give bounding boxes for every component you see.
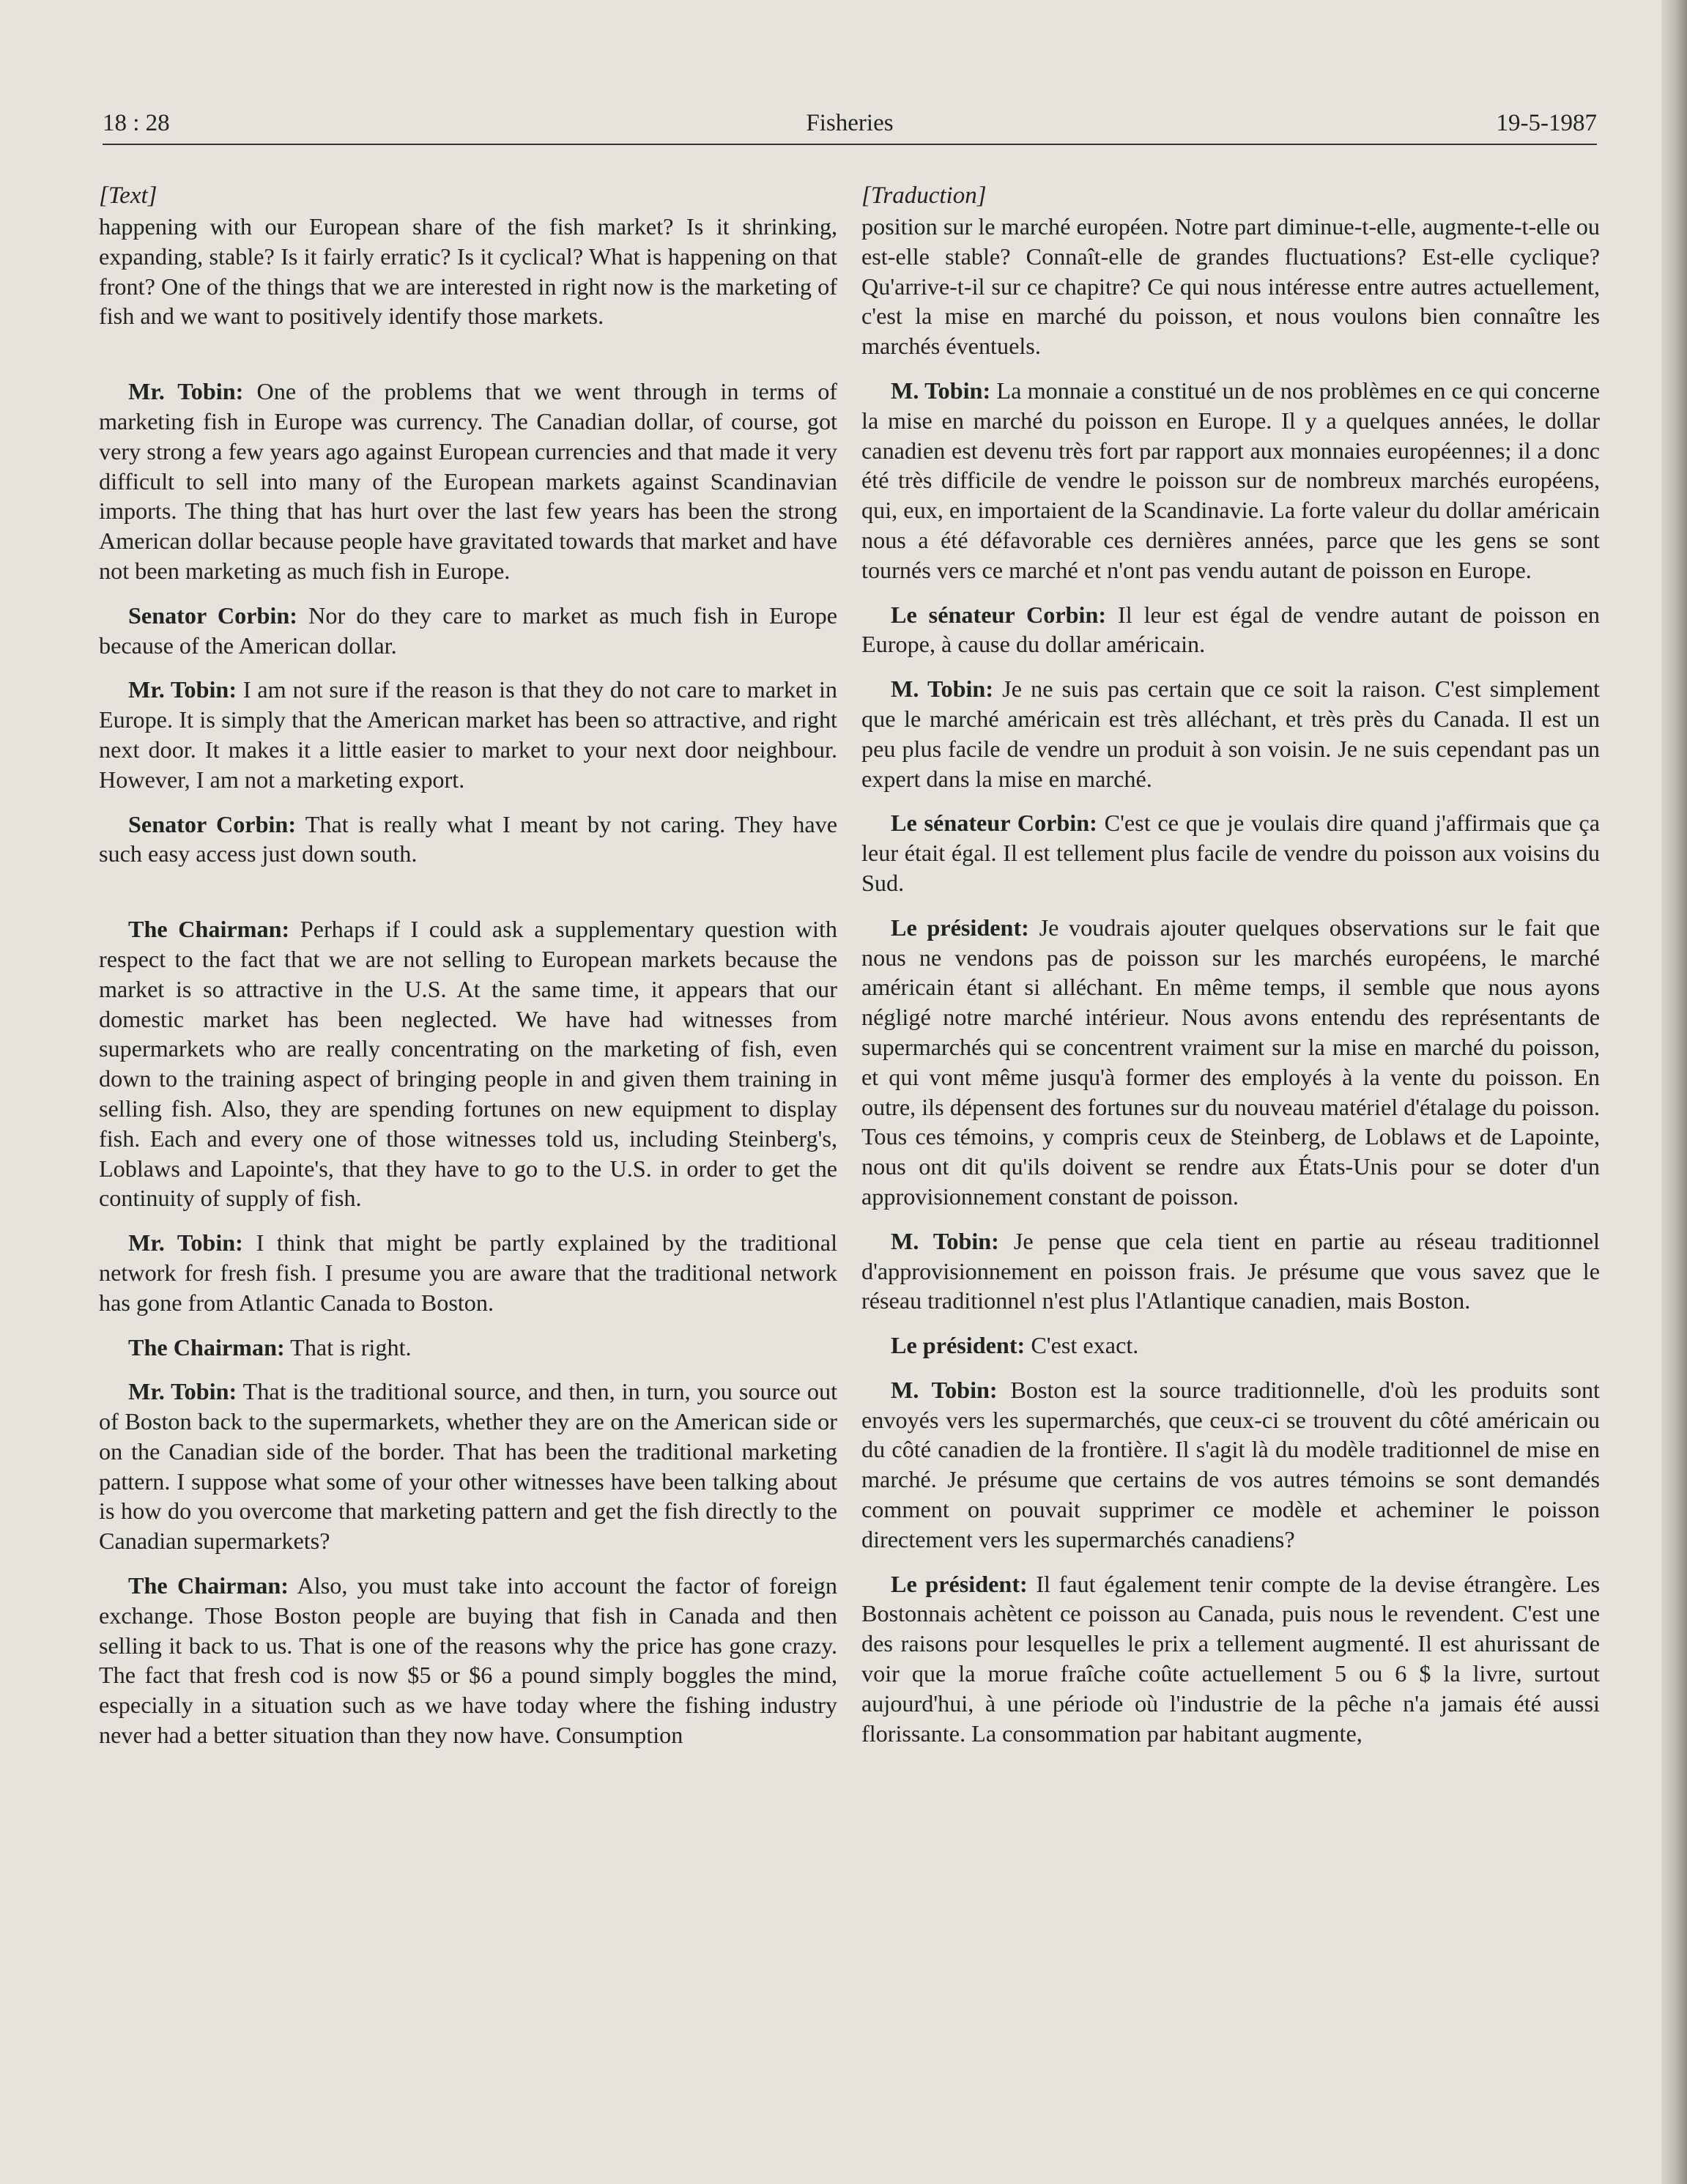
page-header (103, 103, 1597, 144)
paragraph-text: Also, you must take into account the factor of foreign exchange. Those Boston people are buying that fish in Canada and then selling it back to us. That is one of the reasons why the price has gone crazy. The fact that fresh cod is now $5 or $6 a pound simply boggles the mind, especially in a situation such as we have today where the fishing industry never had a better situation than they now have. Consumption (99, 1572, 837, 1749)
speaker-name: Le sénateur Corbin: (891, 810, 1097, 837)
paragraph (861, 212, 1600, 361)
page-number: 18 : 28 (103, 110, 170, 136)
paragraph-text: La monnaie a constitué un de nos problèmes en ce qui concerne la mise en marché du poisson en Europe. Il y a quelques années, le dollar canadien est devenu très fort par rapport aux monnaies européennes; il a donc été très difficile de vendre le poisson sur de nombreux marchés européens, qui, eux, en importaient de la Scandinavie. La forte valeur du dollar américain nous a été défavorable ces dernières années, parce que les gens se sont tournés vers ce marché et n'ont pas vendu autant de poisson en Europe. (861, 377, 1600, 583)
paragraph (99, 914, 837, 1213)
paragraph (99, 1333, 837, 1363)
speaker-name: Le président: (891, 914, 1029, 941)
speaker-name: Le président: (891, 1570, 1028, 1597)
running-title: Fisheries (806, 110, 894, 136)
paragraph-text: That is really what I meant by not caring. They have such easy access just down south. (99, 810, 837, 867)
speaker-name: M. Tobin: (891, 675, 994, 703)
french-column (861, 179, 1600, 2084)
paragraph-text: Perhaps if I could ask a supplementary question with respect to the fact that we are not selling to European markets because the market is so attractive in the U.S. At the same time, it appears that our domestic market has been neglected. We have had witnesses from supermarkets who are really concentrating on the marketing of fish, even down to the training aspect of bringing people in and given them training in selling fish. Also, they are spending fortunes on new equipment to display fish. Each and every one of those witnesses told us, including Steinberg's, Loblaws and Lapointe's, that they have to go to the U.S. in order to get the continuity of supply of fish. (99, 916, 837, 1212)
speaker-name: M. Tobin: (891, 377, 991, 404)
paragraph-text: C'est ce que je voulais dire quand j'affirmais que ça leur était égal. Il est tellement plus facile de vendre du poisson aux voisins du Sud. (861, 810, 1600, 896)
speaker-name: The Chairman: (128, 1333, 285, 1361)
paragraph-text: C'est exact. (1031, 1332, 1139, 1359)
speaker-name: The Chairman: (128, 916, 290, 943)
speaker-name: Le président: (891, 1332, 1026, 1359)
paragraph (861, 1375, 1600, 1555)
speaker-name: M. Tobin: (891, 1376, 998, 1403)
paragraph (861, 808, 1600, 897)
paragraph-text: That is the traditional source, and then, in turn, you source out of Boston back to the supermarkets, whether they are on the American side or on the Canadian side of the border. That has been the traditional marketing pattern. I suppose what some of your other witnesses have been talking about is how do you overcome that marketing pattern and get the fish directly to the Canadian supermarkets? (99, 1378, 837, 1555)
paragraph-text: Il leur est égal de vendre autant de poisson en Europe, à cause du dollar américain. (861, 601, 1600, 658)
column-label: [Traduction] (861, 182, 987, 209)
paragraph (99, 1228, 837, 1317)
speaker-name: Mr. Tobin: (128, 1229, 243, 1256)
paragraph-text: Je pense que cela tient en partie au réseau traditionnel d'approvisionnement en poisson frais. Je présume que vous savez que le réseau traditionnel n'est plus l'Atlantique canadien, mais Boston. (861, 1227, 1600, 1314)
english-column (99, 179, 837, 2084)
paragraph-text: That is right. (290, 1333, 412, 1361)
speaker-name: M. Tobin: (891, 1227, 999, 1254)
paragraph (861, 376, 1600, 585)
paragraph (861, 1330, 1600, 1361)
page-edge-shadow (1661, 0, 1687, 2184)
paragraph (99, 377, 837, 586)
paragraph-text: Je voudrais ajouter quelques observations sur le fait que nous ne vendons pas de poisson sur les marchés européens, le marché américain étant si alléchant. En même temps, il semble que nous ayons négligé notre marché intérieur. Nous avons entendu des représentants de supermarchés qui se concentrent vraiment sur la mise en marché du poisson, et qui vont même jusqu'à former des employés à la vente du poisson. En outre, ils dépensent des fortunes sur du nouveau matériel d'étalage du poisson. Tous ces témoins, y compris ceux de Steinberg, de Loblaws et de Lapointe, nous ont dit qu'ils doivent se rendre aux États-Unis pour se doter d'un approvisionnement constant de poisson. (861, 914, 1600, 1210)
speaker-name: Senator Corbin: (128, 601, 297, 629)
paragraph (861, 674, 1600, 793)
paragraph (99, 675, 837, 794)
column-label: [Text] (99, 182, 157, 209)
paragraph-text: Nor do they care to market as much fish in Europe because of the American dollar. (99, 601, 837, 659)
paragraph (99, 810, 837, 870)
paragraph (99, 212, 837, 331)
speaker-name: Mr. Tobin: (128, 378, 244, 405)
paragraph (861, 913, 1600, 1212)
paragraph-text: Boston est la source traditionnelle, d'où les produits sont envoyés vers les supermarchés, que ceux-ci se trouvent du côté américain ou du côté canadien de la frontière. Il s'agit là du modèle traditionnel de mise en marché. Je présume que certains de vos autres témoins se sont demandés comment on pouvait supprimer ce modèle et acheminer le poisson directement vers les supermarchés canadiens? (861, 1376, 1600, 1552)
paragraph (99, 1571, 837, 1750)
paragraph-text: happening with our European share of the fish market? Is it shrinking, expanding, stable? Is it fairly erratic? Is it cyclical? What is happening on that front? One of the things that we are interested in right now is the marketing of fish and we want to positively identify those markets. (99, 213, 837, 330)
paragraph (99, 1377, 837, 1556)
paragraph-text: I think that might be partly explained by the traditional network for fresh fish. I presume you are aware that the traditional network has gone from Atlantic Canada to Boston. (99, 1229, 837, 1316)
header-date: 19-5-1987 (1496, 110, 1597, 136)
paragraph (861, 1226, 1600, 1316)
speaker-name: Le sénateur Corbin: (891, 601, 1107, 628)
speaker-name: Mr. Tobin: (128, 676, 237, 703)
paragraph-text: Il faut également tenir compte de la devise étrangère. Les Bostonnais achètent ce poisson au Canada, puis nous le revendent. C'est une des raisons pour lesquelles le prix a tellement augmenté. Il est ahurissant de voir que la morue fraîche coûte actuellement 5 ou 6 $ la livre, surtout aujourd'hui, à une période où l'industrie de la pêche n'a jamais été aussi florissante. La consommation par habitant augmente, (861, 1570, 1600, 1747)
speaker-name: The Chairman: (128, 1572, 289, 1599)
paragraph (99, 601, 837, 661)
paragraph (861, 1569, 1600, 1749)
speaker-name: Mr. Tobin: (128, 1378, 237, 1405)
paragraph-text: position sur le marché européen. Notre part diminue-t-elle, augmente-t-elle ou est-elle stable? Connaît-elle de grandes fluctuations? Est-elle cyclique? Qu'arrive-t-il sur ce chapitre? Ce qui nous intéresse entre autres actuellement, c'est la mise en marché du poisson, et nous voulons bien connaître les marchés éventuels. (861, 213, 1600, 360)
header-rule (103, 144, 1597, 145)
paragraph-text: One of the problems that we went through in terms of marketing fish in Europe was currency. The Canadian dollar, of course, got very strong a few years ago against European currencies and that made it very difficult to sell into many of the European markets against Scandinavian imports. The thing that has hurt over the last few years has been the strong American dollar because people have gravitated towards that market and have not been marketing as much fish in Europe. (99, 378, 837, 584)
paragraph-text: I am not sure if the reason is that they do not care to market in Europe. It is simply that the American market has been so attractive, and right next door. It makes it a little easier to market to your next door neighbour. However, I am not a marketing export. (99, 676, 837, 793)
paragraph-text: Je ne suis pas certain que ce soit la raison. C'est simplement que le marché américain est très alléchant, et très près du Canada. Il est un peu plus facile de vendre un produit à son voisin. Je ne suis cependant pas un expert dans la mise en marché. (861, 675, 1600, 792)
paragraph (861, 600, 1600, 660)
speaker-name: Senator Corbin: (128, 810, 297, 837)
